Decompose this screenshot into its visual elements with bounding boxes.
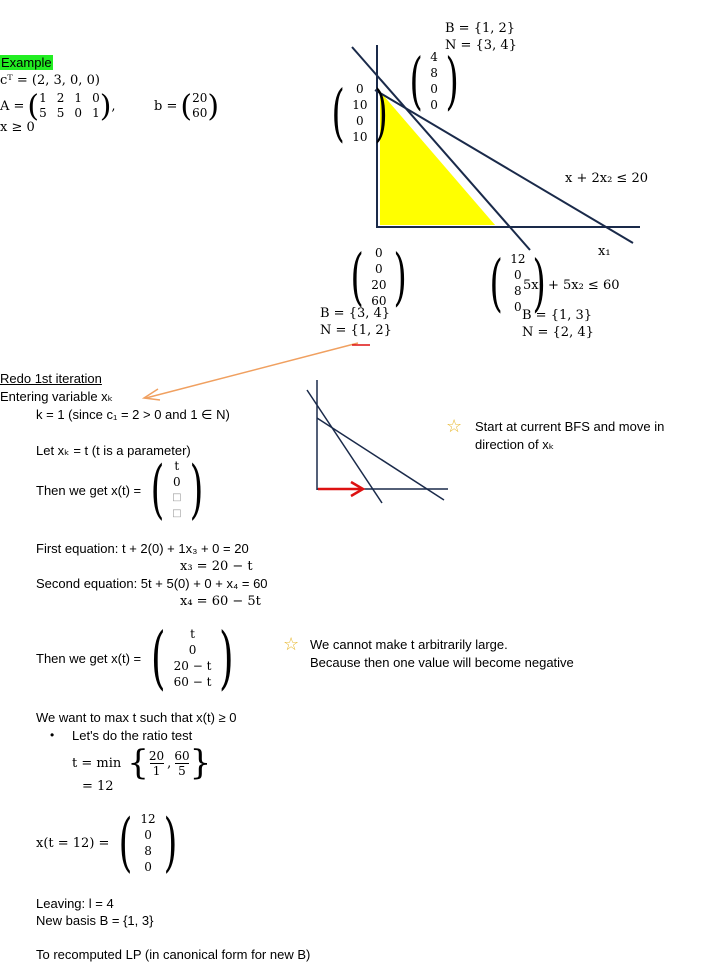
vertex-vector-4800: ( 4 8 0 0 )	[409, 44, 459, 117]
A-row-1: 1 2 1 0	[39, 91, 100, 105]
small-constraint-1	[307, 390, 382, 503]
x-of-t-vector-2: Then we get x(t) = ( t 0 20 − t 60 − t )	[36, 618, 235, 698]
note-1-line-1: Start at current BFS and move in	[475, 419, 665, 434]
star-icon: ☆	[283, 634, 300, 654]
top-nonbasis-N: N = {3, 4}	[445, 38, 517, 53]
constraint-label-2: 5x₁ + 5x₂ ≤ 60	[523, 278, 620, 293]
right-basis-B: B = {1, 3}	[522, 308, 593, 323]
constraint-label-1: x + 2x₂ ≤ 20	[565, 171, 649, 186]
orange-arrow-line	[146, 343, 358, 398]
note-1-line-2: direction of xₖ	[475, 437, 555, 452]
A-row-2: 5 5 0 1	[39, 106, 100, 120]
x-of-t12-vector: x(t = 12) = ( 12 0 8 0 )	[36, 806, 178, 880]
entering-variable: Entering variable xₖ	[0, 389, 114, 404]
cost-vector: cᵀ = (2, 3, 0, 0)	[0, 73, 100, 88]
ratio-min: t = min { 20 1 , 60 5 }	[72, 743, 212, 783]
note-2-line-2: Because then one value will become negative	[310, 655, 574, 670]
second-equation: Second equation: 5t + 5(0) + 0 + x₄ = 60	[36, 576, 268, 591]
x1-axis-label: x₁	[598, 244, 611, 259]
recompute-note: To recomputed LP (in canonical form for new B)	[36, 947, 311, 962]
matrix-A: A = ( 1 2 1 0 5 5 0 1 ) ,	[0, 88, 116, 124]
A-label: A =	[0, 98, 25, 114]
right-nonbasis-N: N = {2, 4}	[522, 325, 594, 340]
bullet-icon: •	[50, 728, 55, 742]
x-of-t-vector-1: Then we get x(t) = ( t 0 □ □ )	[36, 453, 203, 527]
vertex-vector-0-10-0-10: ( 0 10 0 10 )	[331, 76, 389, 149]
vertex-vector-12-0-8-0: ( 12 0 8 0 )	[489, 246, 547, 319]
note-2-line-1: We cannot make t arbitrarily large.	[310, 637, 508, 652]
feasible-region-plot	[0, 0, 720, 400]
x4-equation: x₄ = 60 − 5t	[180, 594, 261, 609]
example-heading: Example	[1, 55, 52, 70]
x3-equation: x₃ = 20 − t	[180, 559, 253, 574]
nonneg-constraint: x ≥ 0	[0, 120, 35, 135]
first-equation: First equation: t + 2(0) + 1x₃ + 0 = 20	[36, 541, 249, 556]
b-label: b =	[154, 98, 178, 114]
new-basis: New basis B = {1, 3}	[36, 913, 154, 928]
k-equation: k = 1 (since c₁ = 2 > 0 and 1 ∈ N)	[36, 407, 230, 422]
top-basis-B: B = {1, 2}	[445, 21, 516, 36]
section-heading-redo: Redo 1st iteration	[0, 371, 102, 386]
vertex-vector-origin: ( 0 0 20 60 )	[350, 240, 408, 313]
want-max: We want to max t such that x(t) ≥ 0	[36, 710, 237, 725]
vector-b: b = ( 20 60 )	[154, 88, 220, 124]
let-xk: Let xₖ = t (t is a parameter)	[36, 443, 191, 458]
leaving-variable: Leaving: l = 4	[36, 896, 114, 911]
ratio-test: Let's do the ratio test	[72, 728, 193, 743]
bottom-nonbasis-N: N = {1, 2}	[320, 323, 392, 338]
bottom-basis-B: B = {3, 4}	[320, 306, 391, 321]
small-constraint-2	[317, 418, 444, 500]
star-icon: ☆	[446, 416, 463, 436]
ratio-result: = 12	[82, 779, 114, 794]
